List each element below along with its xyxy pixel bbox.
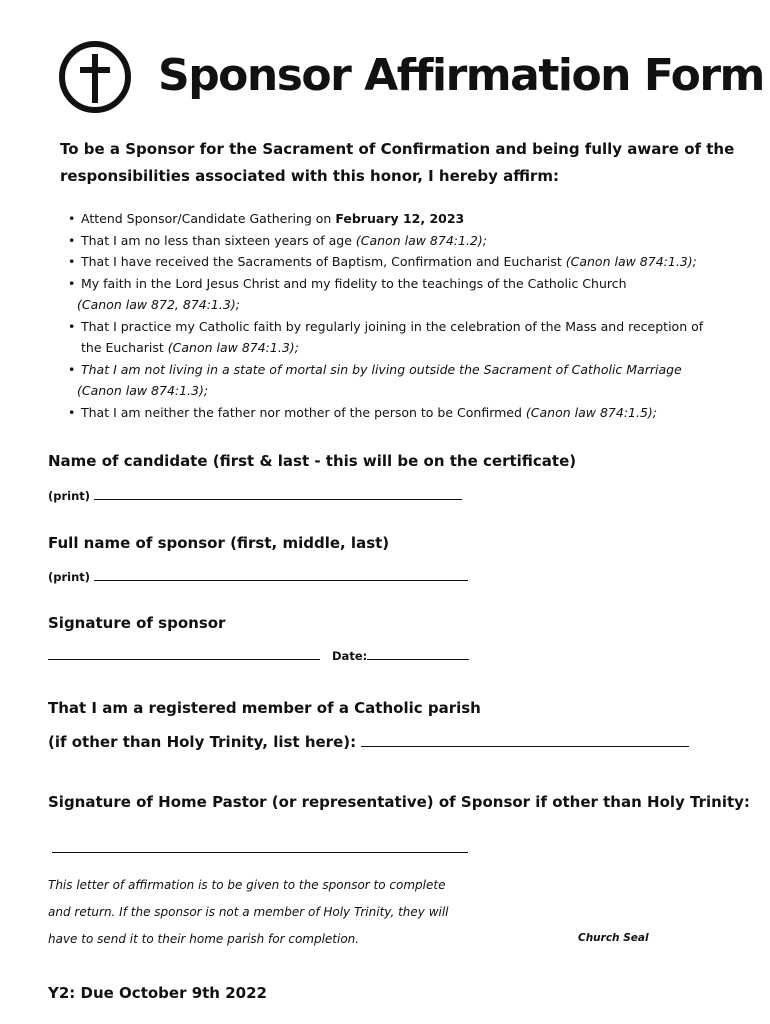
instructions-note: This letter of affirmation is to be given to the sponsor to complete and return. If the sponsor is not a member of Holy Trinity, they will have to send it to their home parish for completion. bbox=[48, 878, 449, 946]
date-field[interactable] bbox=[367, 647, 469, 660]
candidate-name-field[interactable] bbox=[94, 487, 462, 500]
date-label: Date: bbox=[332, 649, 368, 663]
intro-line-2: responsibilities associated with this honor, I hereby affirm: bbox=[60, 167, 559, 185]
pastor-signature-field[interactable] bbox=[52, 838, 468, 853]
candidate-name-label: Name of candidate (first & last - this will be on the certificate) bbox=[48, 452, 577, 470]
parish-other-label: (if other than Holy Trinity, list here): bbox=[48, 733, 357, 751]
cross-circle-icon bbox=[58, 40, 132, 114]
sponsor-signature-label: Signature of sponsor bbox=[48, 614, 226, 632]
parish-row bbox=[48, 732, 689, 751]
sponsor-signature-field[interactable] bbox=[48, 647, 320, 660]
list-item: • That I am neither the father nor mother of the person to be Confirmed (Canon law 874:1.5); bbox=[66, 402, 746, 424]
pastor-signature-label: Signature of Home Pastor (or representative) of Sponsor if other than Holy Trinity: bbox=[48, 793, 750, 811]
parish-name-field[interactable] bbox=[361, 732, 689, 747]
candidate-print-label: (print) bbox=[48, 489, 91, 503]
list-item: • Attend Sponsor/Candidate Gathering on February 12, 2023 bbox=[66, 208, 746, 230]
list-item: • That I have received the Sacraments of Baptism, Confirmation and Eucharist (Canon law 874:1.3); bbox=[66, 251, 746, 273]
list-item: • That I am no less than sixteen years of age (Canon law 874:1.2); bbox=[66, 230, 746, 252]
intro-line-1: To be a Sponsor for the Sacrament of Confirmation and being fully aware of the bbox=[60, 140, 735, 158]
parish-member-label: That I am a registered member of a Catholic parish bbox=[48, 699, 481, 717]
sponsor-print-label: (print) bbox=[48, 570, 91, 584]
affirmation-list bbox=[66, 208, 746, 423]
candidate-name-row bbox=[48, 487, 462, 503]
signature-row bbox=[48, 647, 469, 663]
list-item: • That I am not living in a state of mortal sin by living outside the Sacrament of Catholic Marriage (Canon law 874:1.3); bbox=[66, 359, 746, 402]
list-item: • My faith in the Lord Jesus Christ and my fidelity to the teachings of the Catholic Church (Canon law 872, 874:1.3); bbox=[66, 273, 746, 316]
church-seal-label: Church Seal bbox=[578, 932, 649, 944]
page-title: Sponsor Affirmation Form bbox=[158, 50, 764, 101]
sponsor-name-label: Full name of sponsor (first, middle, last) bbox=[48, 534, 390, 552]
sponsor-name-field[interactable] bbox=[94, 568, 468, 581]
sponsor-name-row bbox=[48, 568, 468, 584]
intro-text bbox=[60, 136, 740, 190]
due-date: Y2: Due October 9th 2022 bbox=[48, 984, 267, 1002]
list-item: • That I practice my Catholic faith by regularly joining in the celebration of the Mass and reception of the Eucharist (Canon law 874:1.3); bbox=[66, 316, 746, 359]
